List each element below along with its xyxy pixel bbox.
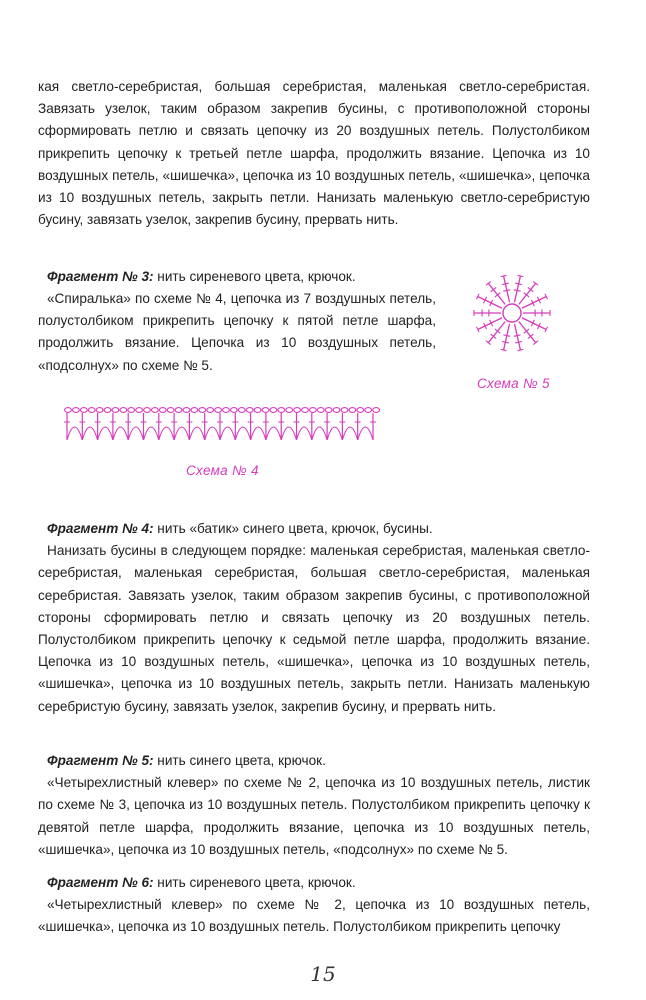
chain-loop: [120, 408, 127, 413]
chain-loop: [238, 408, 245, 413]
arc: [281, 427, 296, 440]
scheme-5-diagram: [464, 265, 560, 361]
chain-loop: [80, 408, 87, 413]
stitch-bar: [502, 283, 509, 285]
fragment-4: Фрагмент № 4: нить «батик» синего цвета, крючок, бусины. Нанизать бусины в следующем порядке: маленькая серебристая, маленькая светло-серебристая, маленькая серебристая, большая светло-серебристая, маленькая серебристая. Завязать узелок, таким образом закрепив бусины, с противоположной стороны сформировать петлю и связать цепочку из 20 воздушных петель. Полустолбиком прикрепить цепочку к седьмой петле шарфа, продолжить вязание. Цепочка из 10 воздушных петель, «шишечка», цепочка из 10 воздушных петель, «шишечка», цепочка из 10 воздушных петель, закрыть петли. Нанизать маленькую серебристую бусину, завязать узелок, закрепив бусину, и прервать нить.: [38, 521, 590, 714]
arc: [235, 427, 250, 440]
arc: [327, 427, 342, 440]
arc: [82, 427, 97, 440]
stitch-bar: [514, 290, 521, 292]
petal-stitch: [478, 297, 502, 309]
stitch-bar: [503, 335, 510, 337]
petal-stitch: [504, 324, 510, 350]
arc: [358, 427, 373, 440]
arc: [144, 427, 159, 440]
stitch-tip: [501, 275, 507, 276]
chain-loop: [373, 408, 380, 413]
chain-loop: [183, 408, 190, 413]
petal-stitch: [514, 276, 520, 302]
fragment-4-title: Фрагмент № 4:: [47, 521, 154, 536]
chain-loop: [294, 408, 301, 413]
petal-stitch: [522, 318, 546, 330]
petal-stitch: [519, 322, 536, 343]
petal-stitch: [488, 283, 505, 304]
chain-loop: [333, 408, 340, 413]
stitch-bar: [515, 341, 522, 343]
page-number: 15: [310, 962, 336, 986]
petal-stitch: [522, 297, 546, 309]
petal-stitch: [504, 276, 510, 302]
chain-loop: [128, 408, 135, 413]
chain-loop: [207, 408, 214, 413]
chain-loop: [254, 408, 261, 413]
chain-loop: [73, 408, 80, 413]
arc: [297, 427, 312, 440]
arc: [266, 427, 281, 440]
fragment-3-body: «Спиралька» по схеме № 4, цепочка из 7 воздушных петель, полустолбиком прикрепить цепочку к пятой петле шарфа, продолжить вязание. Цепочка из 10 воздушных петель, «подсолнух» по схеме № 5.: [38, 291, 436, 373]
chain-loop: [270, 408, 277, 413]
chain-loop: [325, 408, 332, 413]
chain-loop: [310, 408, 317, 413]
chain-loop: [199, 408, 206, 413]
stitch-bar: [502, 341, 509, 343]
petal-stitch: [488, 322, 505, 343]
scheme-4-caption: Схема № 4: [186, 463, 259, 478]
chain-loop: [286, 408, 293, 413]
stitch-bar: [514, 335, 521, 337]
chain-loop: [246, 408, 253, 413]
stitch-tip: [501, 349, 507, 350]
chain-loop: [357, 408, 364, 413]
petal-stitch: [519, 283, 536, 304]
arc: [128, 427, 143, 440]
arc: [251, 427, 266, 440]
arc: [174, 427, 189, 440]
chain-loop: [341, 408, 348, 413]
petal-stitch: [514, 324, 520, 350]
chain-loop: [278, 408, 285, 413]
chain-loop: [96, 408, 103, 413]
chain-loop: [223, 408, 230, 413]
chain-loop: [175, 408, 182, 413]
stitch-tip: [518, 275, 524, 276]
fragment-3-heading: Фрагмент № 3: нить сиреневого цвета, крючок.: [47, 269, 356, 284]
chain-loop: [144, 408, 151, 413]
scheme-4-diagram: [64, 404, 386, 446]
petal-stitch: [478, 318, 502, 330]
arc: [220, 427, 235, 440]
chain-loop: [112, 408, 119, 413]
chain-loop: [262, 408, 269, 413]
chain-loop: [159, 408, 166, 413]
fragment-5: Фрагмент № 5: нить синего цвета, крючок. «Четырехлистный клевер» по схеме № 2, цепочка из 10 воздушных петель, листик по схеме № 3, цепочка из 10 воздушных петель. Полустолбиком прикрепить цепочку к девятой петле шарфа, продолжить вязание, цепочка из 10 воздушных петель, «шишечка», цепочка из 10 воздушных петель, «подсолнух» по схеме № 5.: [38, 753, 590, 857]
chain-loop: [152, 408, 159, 413]
arc: [113, 427, 128, 440]
fragment-6: Фрагмент № 6: нить сиреневого цвета, крючок. «Четырехлистный клевер» по схеме № 2, цепочка из 10 воздушных петель, «шишечка», цепочка из 10 воздушных петель. Полустолбиком прикрепить цепочку: [38, 875, 590, 935]
arc: [342, 427, 357, 440]
arc: [312, 427, 327, 440]
chain-loop: [302, 408, 309, 413]
fragment-6-title: Фрагмент № 6:: [47, 875, 154, 890]
chain-loop: [349, 408, 356, 413]
chain-loop: [231, 408, 238, 413]
chain-loop: [104, 408, 111, 413]
arc: [98, 427, 113, 440]
arc: [205, 427, 220, 440]
chain-loop: [136, 408, 143, 413]
chain-loop: [317, 408, 324, 413]
arc: [189, 427, 204, 440]
chain-loop: [215, 408, 222, 413]
chain-loop: [88, 408, 95, 413]
stitch-tip: [518, 349, 524, 350]
chain-loop: [65, 408, 72, 413]
chain-loop: [167, 408, 174, 413]
chain-loop: [365, 408, 372, 413]
center-ring: [503, 304, 521, 322]
fragment-3-title: Фрагмент № 3:: [47, 269, 154, 284]
paragraph-continuation: кая светло-серебристая, большая серебристая, маленькая светло-серебристая. Завязать узелок, таким образом закрепив бусины, с противоположной стороны сформировать петлю и связать цепочку из 20 воздушных петель. Полустолбиком прикрепить цепочку к третьей петле шарфа, продолжить вязание. Цепочка из 10 воздушных петель, «шишечка», цепочка из 10 воздушных петель, «шишечка», цепочка из 10 воздушных петель, закрыть петли. Нанизать маленькую светло-серебристую бусину, завязать узелок, закрепив бусину, прервать нить.: [38, 79, 590, 228]
arc: [67, 427, 82, 440]
stitch-bar: [503, 290, 510, 292]
fragment-5-title: Фрагмент № 5:: [47, 753, 154, 768]
stitch-bar: [515, 283, 522, 285]
chain-loop: [191, 408, 198, 413]
arc: [159, 427, 174, 440]
scheme-5-caption: Схема № 5: [477, 376, 550, 391]
